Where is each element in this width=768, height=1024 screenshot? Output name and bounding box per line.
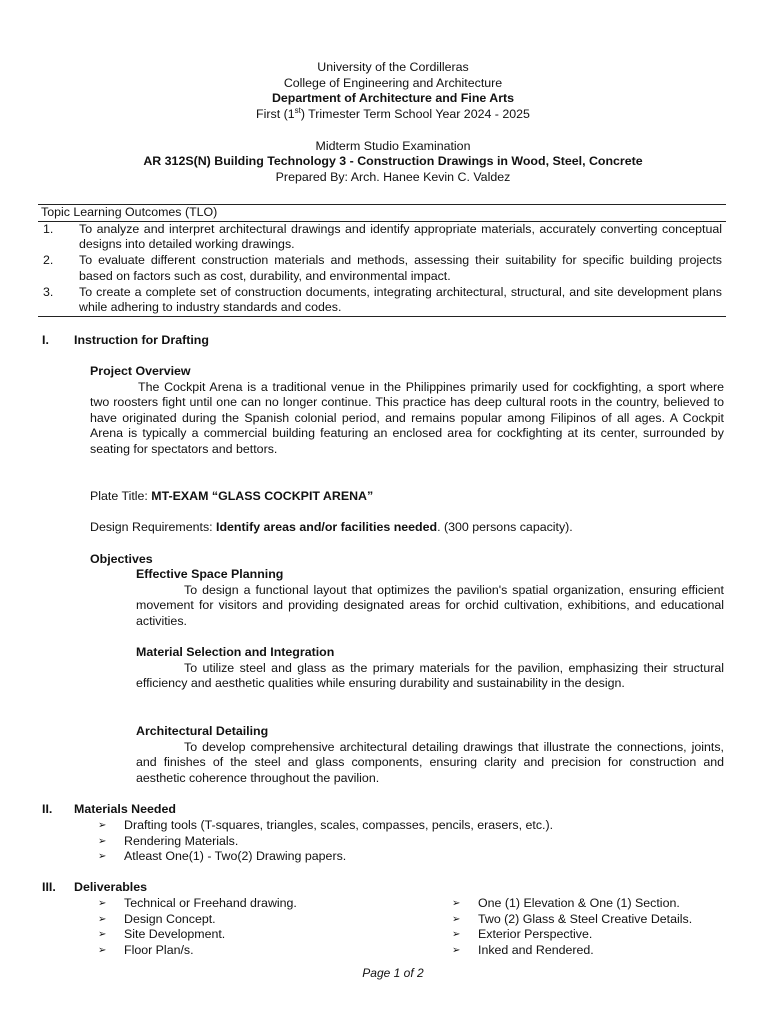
objectives-title: Objectives [90, 552, 153, 566]
tlo-table [38, 204, 726, 317]
arrow-bullet-icon: ➢ [452, 944, 461, 956]
arrow-bullet-icon: ➢ [98, 929, 107, 941]
department-name: Department of Architecture and Fine Arts [271, 91, 515, 106]
exam-title: Midterm Studio Examination [315, 138, 471, 153]
section-3-heading: III. Deliverables [42, 880, 148, 894]
section-1-heading: I. Instruction for Drafting [42, 333, 209, 347]
course-title: AR 312S(N) Building Technology 3 - Construction Drawings in Wood, Steel, Concrete [143, 154, 643, 169]
list-item: ➢ Exterior Perspective. [452, 927, 593, 942]
document-header [0, 60, 768, 186]
arrow-bullet-icon: ➢ [98, 851, 107, 863]
objective-title: Effective Space Planning [136, 567, 284, 581]
tlo-item: 2. To evaluate different construction materials and methods, assessing their suitability for specific building projects based on factors such as cost, durability, and environmental impact. [43, 253, 722, 283]
university-name: University of the Cordilleras [317, 60, 469, 74]
list-item: ➢ Two (2) Glass & Steel Creative Details. [452, 911, 693, 926]
section-2-heading: II. Materials Needed [42, 802, 176, 816]
arrow-bullet-icon: ➢ [98, 913, 107, 925]
overview-text: The Cockpit Arena is a traditional venue in the Philippines primarily used for cockfighting, a sport where two roosters fight until one can no longer continue. This practice has deep cultural roots in the country, believed to have originated during the Spanish colonial period, and remains popular among Filipinos of all ages. A Cockpit Arena is typically a commercial building featuring an enclosed area for cockfighting at its center, surrounded by seating for spectators and bettors. [90, 379, 724, 456]
list-item: ➢ Technical or Freehand drawing. [98, 896, 297, 910]
tlo-title: Topic Learning Outcomes (TLO) [38, 205, 726, 222]
project-overview [90, 364, 724, 458]
arrow-bullet-icon: ➢ [98, 820, 107, 831]
objective-title: Architectural Detailing [136, 724, 269, 738]
materials-list [98, 818, 718, 865]
list-item: ➢ Rendering Materials. [98, 833, 239, 848]
arrow-bullet-icon: ➢ [452, 913, 461, 925]
design-requirements-value: Identify areas and/or facilities needed [216, 520, 438, 534]
college-name: College of Engineering and Architecture [283, 75, 503, 90]
plate-title-line: Plate Title: MT-EXAM “GLASS COCKPIT ARENA” [90, 489, 374, 503]
prepared-by: Prepared By: Arch. Hanee Kevin C. Valdez [275, 169, 511, 184]
arrow-bullet-icon: ➢ [452, 929, 461, 941]
tlo-item: 1. To analyze and interpret architectural drawings and identify appropriate materials, accurately converting conceptual designs into detailed working drawings. [43, 221, 722, 252]
list-item: ➢ Site Development. [98, 927, 226, 942]
list-item: ➢ Design Concept. [98, 911, 216, 926]
list-item: ➢ Atleast One(1) - Two(2) Drawing papers. [98, 849, 347, 864]
objective-text: To utilize steel and glass as the primary materials for the pavilion, emphasizing their structural efficiency and aesthetic qualities while ensuring durability and sustainability in the design. [136, 660, 724, 691]
objective-item [136, 567, 724, 629]
list-item: ➢ Floor Plan/s. [98, 942, 194, 957]
overview-title: Project Overview [90, 364, 191, 378]
term-line: First (1st) Trimester Term School Year 2024 - 2025 [256, 105, 530, 122]
objective-item [136, 645, 724, 692]
list-item: ➢ One (1) Elevation & One (1) Section. [452, 896, 680, 910]
design-requirements-line: Design Requirements: Identify areas and/or facilities needed. (300 persons capacity). [90, 520, 573, 534]
objective-text: To develop comprehensive architectural detailing drawings that illustrate the connections, joints, and finishes of the steel and glass components, ensuring clarity and precision for construction and aesthetic coherence throughout the pavilion. [136, 739, 724, 785]
list-item: ➢ Inked and Rendered. [452, 942, 594, 957]
objective-item [136, 724, 724, 786]
arrow-bullet-icon: ➢ [98, 835, 107, 847]
plate-title-value: MT-EXAM “GLASS COCKPIT ARENA” [151, 489, 374, 503]
objective-text: To design a functional layout that optimizes the pavilion's spatial organization, ensuring efficient movement for visitors and providing designated areas for orchid cultivation, exhibitions, and educational activities. [136, 582, 724, 628]
arrow-bullet-icon: ➢ [452, 898, 461, 909]
arrow-bullet-icon: ➢ [98, 944, 107, 956]
list-item: ➢ Drafting tools (T-squares, triangles, scales, compasses, pencils, erasers, etc.). [98, 818, 554, 832]
deliverables-left [98, 896, 428, 958]
objective-title: Material Selection and Integration [136, 645, 335, 659]
deliverables-right [452, 896, 752, 958]
page-number: Page 1 of 2 [362, 966, 424, 980]
tlo-item: 3. To create a complete set of construction documents, integrating architectural, structural, and site development plans while adhering to industry standards and codes. [43, 284, 722, 315]
arrow-bullet-icon: ➢ [98, 898, 107, 909]
